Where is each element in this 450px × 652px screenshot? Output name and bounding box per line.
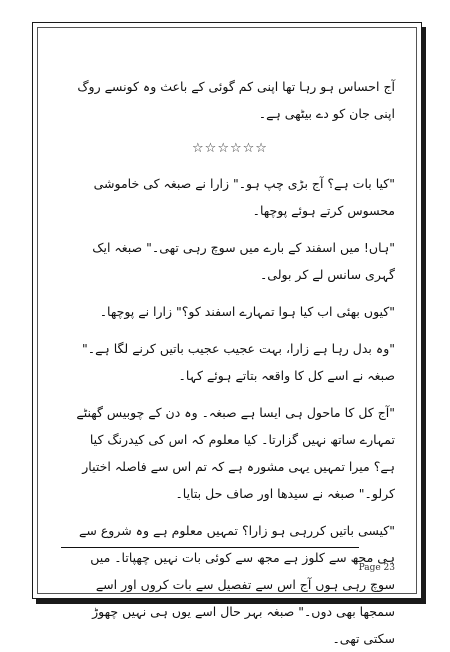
paragraph-5: "وہ بدل رہا ہے زارا، بہت عجیب عجیب باتیں کرنے لگا ہے۔" صبغہ نے اسے کل کا واقعہ بتاتے ہوئے کہا۔ <box>82 341 395 383</box>
paragraph-7: "کیسی باتیں کررہی ہو زارا؟ تمہیں معلوم ہے وہ شروع سے ہی مجھ سے کلوز ہے مجھ سے کوئی بات نہیں چھپاتا۔ میں سوچ رہی ہوں آج اس سے تفصیل سے بات کروں اور اسے سمجھا بھی دوں۔" صبغہ بہر حال اسے یوں ہی نہیں چھوڑ سکتی تھی۔ <box>79 523 395 646</box>
page-frame <box>32 22 422 646</box>
page-content <box>65 73 395 652</box>
paragraph-3: "ہاں! میں اسفند کے بارے میں سوچ رہی تھی۔" صبغہ ایک گہری سانس لے کر بولی۔ <box>92 240 395 282</box>
footer-rule <box>61 547 359 548</box>
page-number: Page 23 <box>358 563 395 573</box>
star-separator: ☆☆☆☆☆☆ <box>192 141 268 156</box>
paragraph-1: آج احساس ہو رہا تھا اپنی کم گوئی کے باعث وہ کونسے روگ اپنی جان کو دے بیٹھی ہے۔ <box>77 79 395 121</box>
paragraph-4: "کیوں بھئی اب کیا ہوا تمہارے اسفند کو؟" زارا نے پوچھا۔ <box>99 304 395 319</box>
paragraph-2: "کیا بات ہے؟ آج بڑی چپ ہو۔" زارا نے صبغہ کی خاموشی محسوس کرتے ہوئے پوچھا۔ <box>93 176 395 218</box>
paragraph-6: "آج کل کا ماحول ہی ایسا ہے صبغہ۔ وہ دن کے چوبیس گھنٹے تمہارے ساتھ نہیں گزارتا۔ کیا معلوم کہ اس کی کیدرنگ کیا ہے؟ میرا تمہیں یہی مشورہ ہے کہ تم اس سے فاصلہ اختیار کرلو۔" صبغہ نے سیدھا اور صاف حل بتایا۔ <box>76 405 395 501</box>
